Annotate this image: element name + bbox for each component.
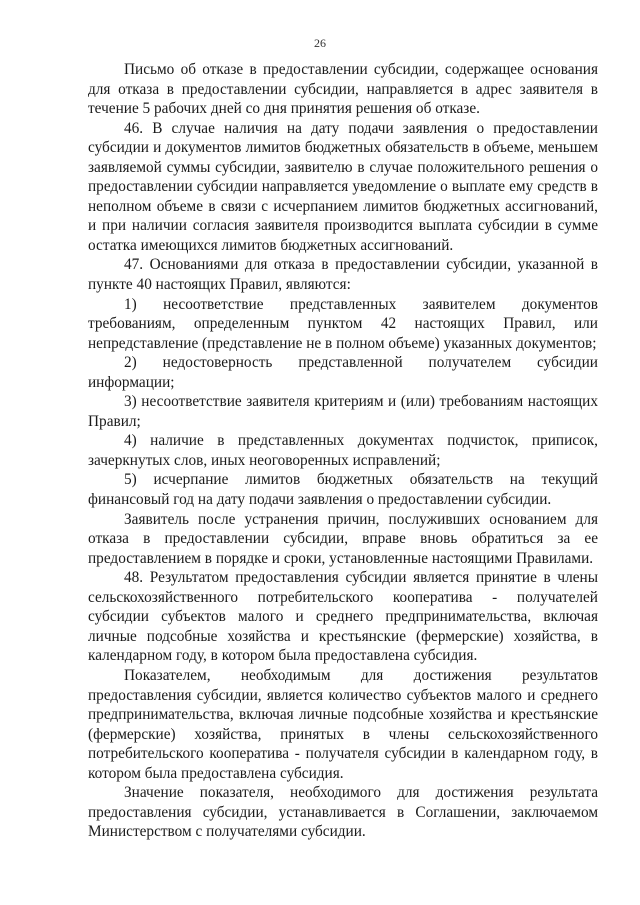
paragraph-47: 47. Основаниями для отказа в предоставлении субсидии, указанной в пункте 40 настоящих Правил, являются:	[88, 256, 598, 294]
document-body	[88, 60, 598, 842]
list-item-5: 5) исчерпание лимитов бюджетных обязательств на текущий финансовый год на дату подачи заявления о предоставлении субсидии.	[88, 471, 598, 509]
list-item-1: 1) несоответствие представленных заявителем документов требованиям, определенным пунктом 42 настоящих Правил, или непредставление (представление не в полном объеме) указанных документов;	[88, 295, 598, 352]
paragraph-indicator: Показателем, необходимым для достижения результатов предоставления субсидии, является количество субъектов малого и среднего предпринимательства, включая личные подсобные хозяйства и крестьянские (фермерские) хозяйства, принятых в члены сельскохозяйственного потребительского кооператива - получателя субсидии в календарном году, в котором была предоставлена субсидия.	[88, 666, 598, 782]
paragraph-reapply: Заявитель после устранения причин, послуживших основанием для отказа в предоставлении субсидии, вправе вновь обратиться за ее предоставлением в порядке и сроки, установленные настоящими Правилами.	[88, 510, 598, 567]
list-item-4: 4) наличие в представленных документах подчисток, приписок, зачеркнутых слов, иных неоговоренных исправлений;	[88, 432, 598, 469]
page-number: 26	[314, 36, 326, 50]
list-item-2: 2) недостоверность представленной получателем субсидии информации;	[88, 354, 598, 391]
paragraph-46: 46. В случае наличия на дату подачи заявления о предоставлении субсидии и документов лимитов бюджетных обязательств в объеме, меньшем заявляемой суммы субсидии, заявителю в случае положительного решения о предоставлении субсидии направляется уведомление о выплате ему средств в неполном объеме в связи с исчерпанием лимитов бюджетных ассигнований, и при наличии согласия заявителя производится выплата субсидии в сумме остатка имеющихся лимитов бюджетных ассигнований.	[88, 119, 598, 254]
paragraph-indicator-value: Значение показателя, необходимого для достижения результата предоставления субсидии, устанавливается в Соглашении, заключаемом Министерством с получателями субсидии.	[88, 784, 598, 841]
list-item-3: 3) несоответствие заявителя критериям и (или) требованиям настоящих Правил;	[88, 393, 598, 430]
paragraph-48: 48. Результатом предоставления субсидии является принятие в члены сельскохозяйственного потребительского кооператива - получателей субсидии субъектов малого и среднего предпринимательства, включая личные подсобные хозяйства и крестьянские (фермерские) хозяйства, в календарном году, в котором была предоставлена субсидия.	[88, 569, 598, 665]
paragraph-refusal-letter: Письмо об отказе в предоставлении субсидии, содержащее основания для отказа в предоставлении субсидии, направляется в адрес заявителя в течение 5 рабочих дней со дня принятия решения об отказе.	[88, 61, 598, 118]
